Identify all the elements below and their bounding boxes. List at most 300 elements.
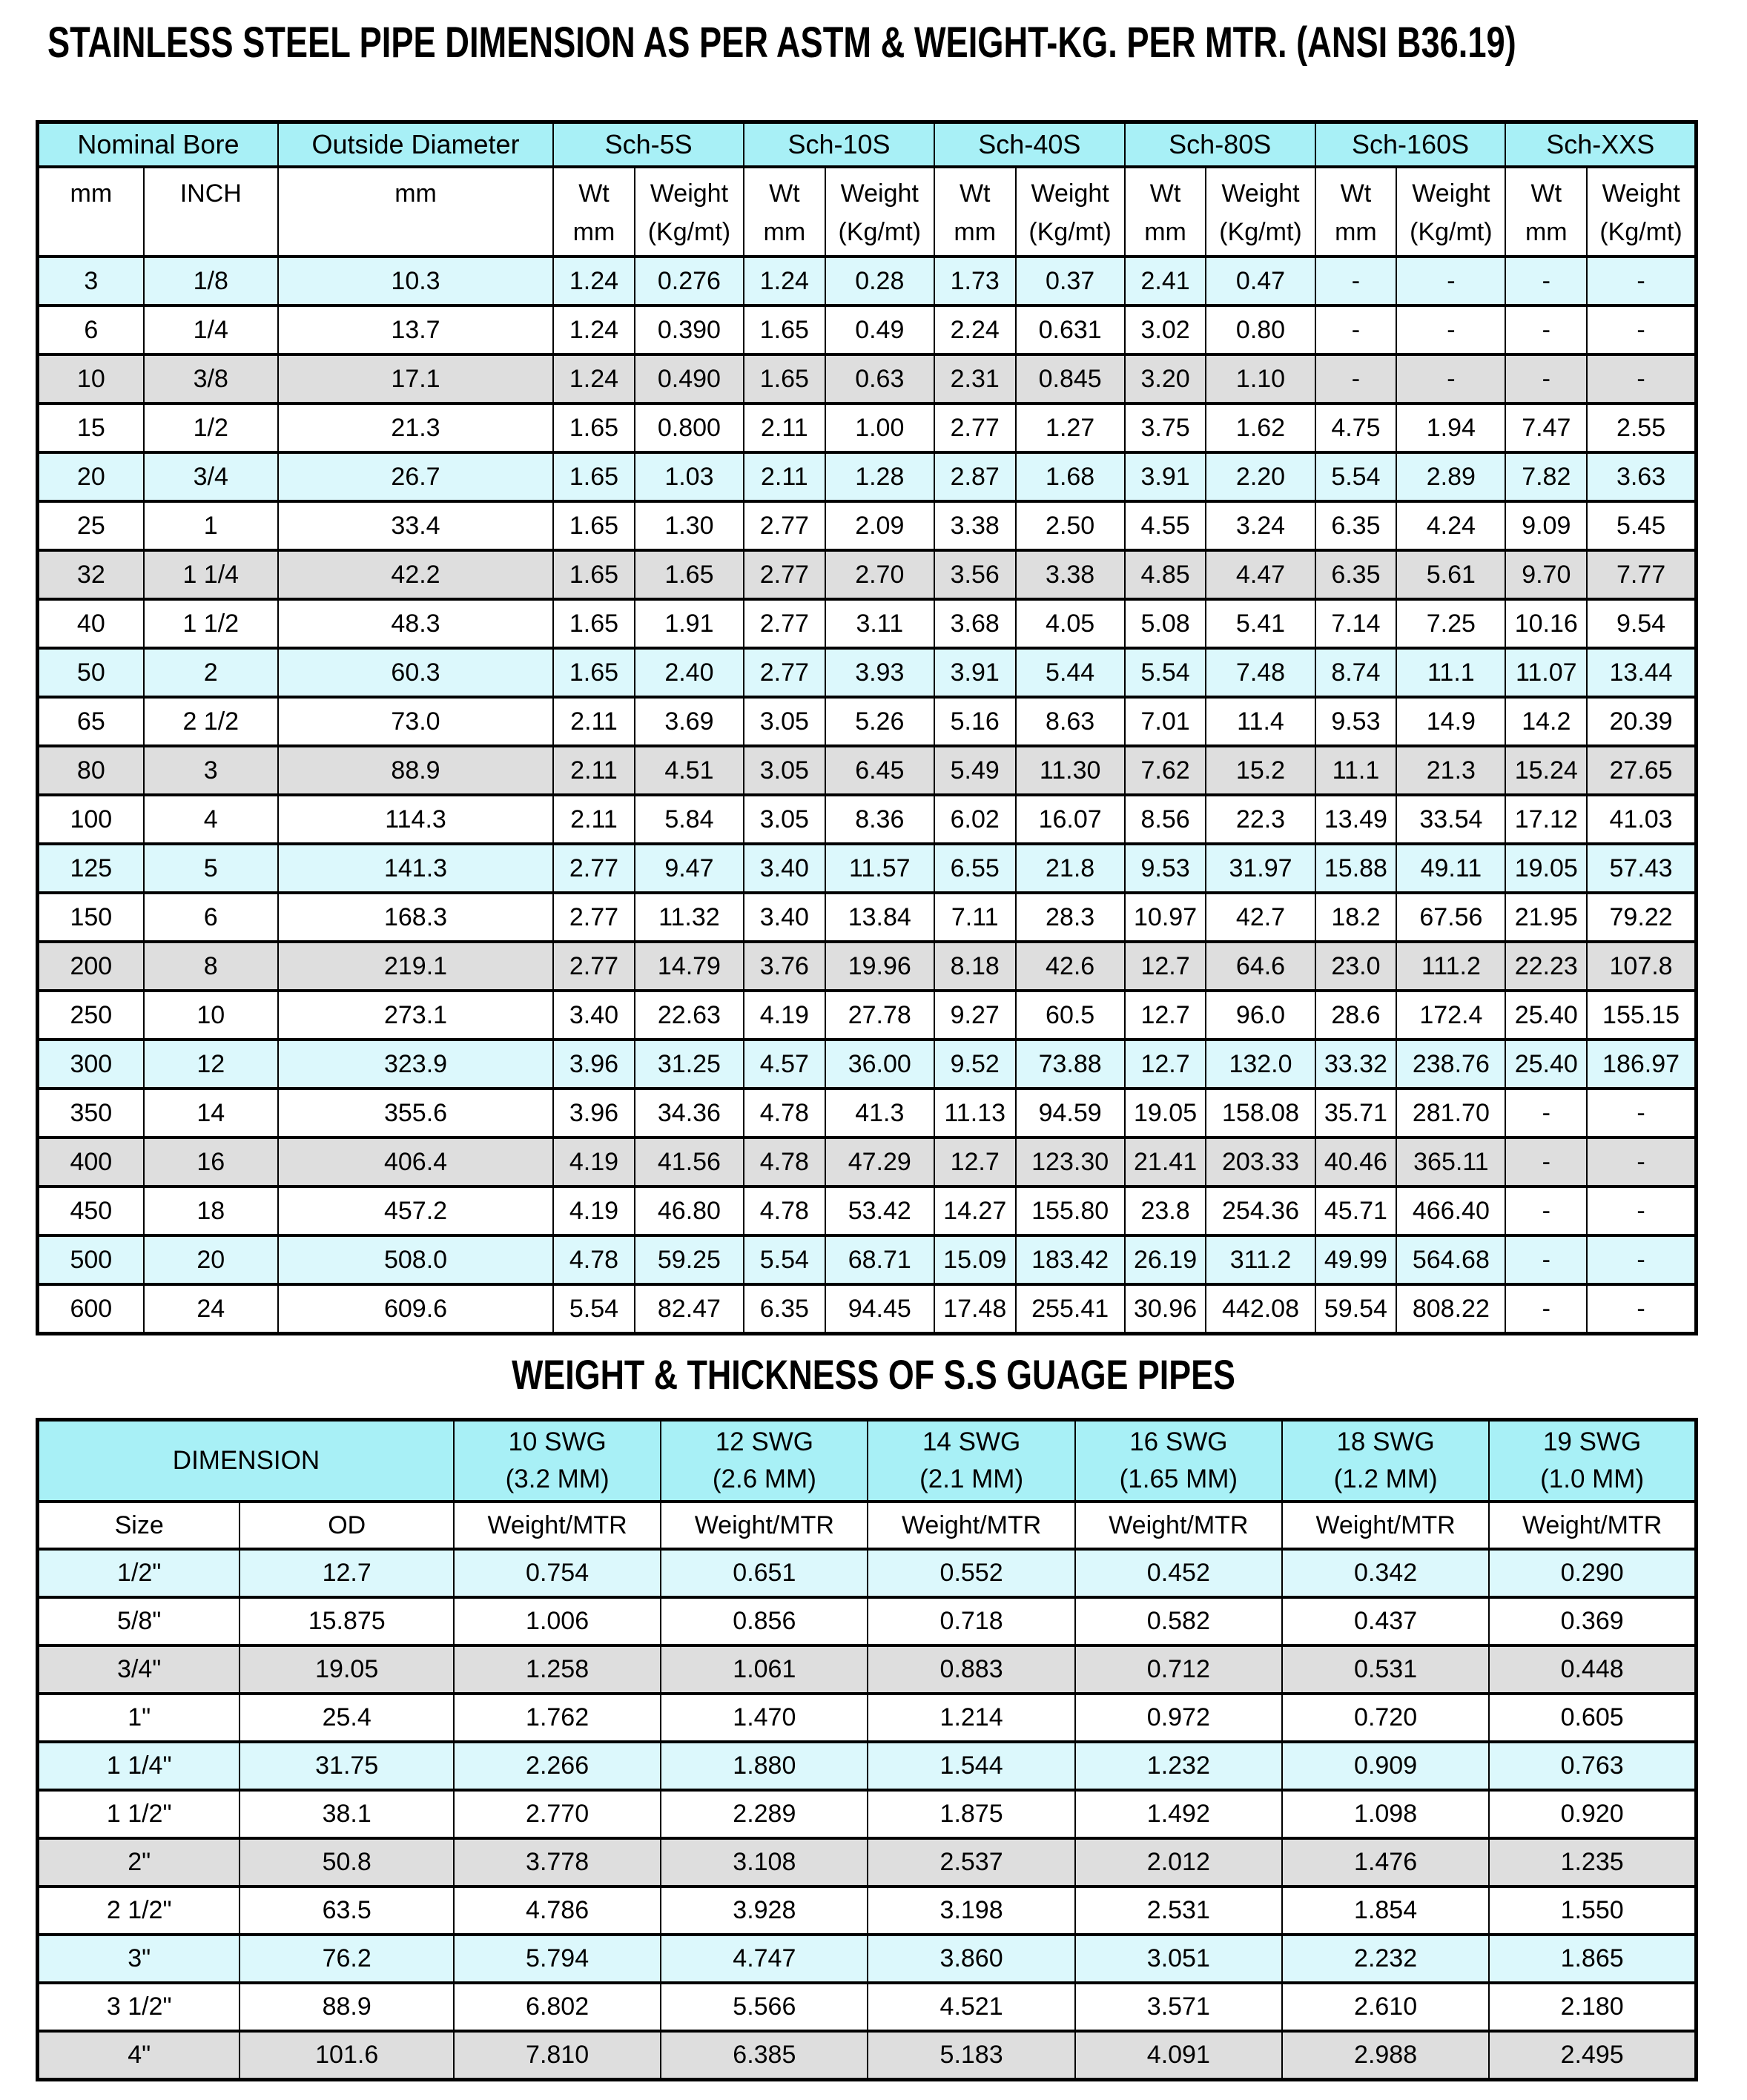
table-cell: 350	[38, 1089, 144, 1138]
table-cell: 3.76	[744, 942, 825, 991]
table-cell: 123.30	[1016, 1138, 1125, 1186]
header-sch-5s: Sch-5S	[553, 122, 744, 168]
table-cell: 26.7	[278, 452, 553, 501]
table-cell: 0.651	[661, 1549, 868, 1597]
document-page	[0, 18, 1747, 2100]
table-cell: 4.19	[553, 1138, 635, 1186]
table-cell: 1 1/2	[144, 599, 278, 648]
table-cell: 400	[38, 1138, 144, 1186]
wt-unit: mm	[1144, 218, 1186, 246]
table-cell: -	[1587, 354, 1696, 403]
table-cell: 250	[38, 991, 144, 1040]
table-cell: 96.0	[1206, 991, 1315, 1040]
table-cell: 59.54	[1315, 1284, 1397, 1334]
table-cell: 10.16	[1505, 599, 1587, 648]
table-cell: 10	[38, 354, 144, 403]
table-cell: 186.97	[1587, 1040, 1696, 1089]
table-cell: 300	[38, 1040, 144, 1089]
table-cell: 28.3	[1016, 893, 1125, 942]
weight-label: Weight	[650, 179, 729, 208]
table-cell: 50	[38, 648, 144, 697]
table-cell: 0.448	[1489, 1645, 1696, 1694]
swg-label: 18 SWG	[1336, 1427, 1435, 1456]
table-cell: 5.794	[454, 1935, 661, 1983]
table-cell: -	[1315, 354, 1397, 403]
table-cell: 13.84	[825, 893, 934, 942]
table-cell: 9.52	[934, 1040, 1016, 1089]
table-cell: 101.6	[240, 2031, 454, 2080]
wt-unit: mm	[572, 218, 615, 246]
table-cell: 1.854	[1282, 1886, 1489, 1935]
table-cell: 4.19	[744, 991, 825, 1040]
table-cell: 40.46	[1315, 1138, 1397, 1186]
table-cell: 1.27	[1016, 403, 1125, 452]
table-cell: 12.7	[240, 1549, 454, 1597]
table-cell: -	[1505, 257, 1587, 306]
subheader-weight	[635, 167, 744, 257]
table-row	[38, 1742, 1697, 1790]
table-cell: 15	[38, 403, 144, 452]
table-cell: 1.476	[1282, 1838, 1489, 1886]
table-cell: 1.65	[553, 550, 635, 599]
table-cell: 0.28	[825, 257, 934, 306]
table-cell: 1.492	[1075, 1790, 1282, 1838]
table-cell: 0.37	[1016, 257, 1125, 306]
table-cell: -	[1587, 257, 1696, 306]
table-cell: 1.061	[661, 1645, 868, 1694]
table-row	[38, 746, 1697, 795]
table-cell: 172.4	[1396, 991, 1505, 1040]
table-cell: 3.108	[661, 1838, 868, 1886]
table-cell: 2.24	[934, 306, 1016, 354]
table-cell: 203.33	[1206, 1138, 1315, 1186]
table-cell: 0.763	[1489, 1742, 1696, 1790]
header-sch-xxs: Sch-XXS	[1505, 122, 1696, 168]
table-cell: 1.24	[553, 306, 635, 354]
subheader-od: OD	[240, 1502, 454, 1549]
table-cell: 3.38	[1016, 550, 1125, 599]
table-cell: 1/8	[144, 257, 278, 306]
table-cell: 1.235	[1489, 1838, 1696, 1886]
table-cell: 0.342	[1282, 1549, 1489, 1597]
table-cell: 4.85	[1125, 550, 1206, 599]
weight-label: Weight	[1221, 179, 1300, 208]
table-cell: -	[1396, 257, 1505, 306]
header-19swg	[1489, 1420, 1696, 1502]
table-cell: 6.35	[1315, 550, 1397, 599]
table-cell: 1.94	[1396, 403, 1505, 452]
weight-unit: (Kg/mt)	[1599, 218, 1682, 246]
gauge-table-header	[38, 1420, 1697, 1550]
table-cell: 114.3	[278, 795, 553, 844]
table-cell: 0.290	[1489, 1549, 1696, 1597]
table-cell: 14.79	[635, 942, 744, 991]
table-cell: 16	[144, 1138, 278, 1186]
table-cell: -	[1505, 1235, 1587, 1284]
table-row	[38, 1645, 1697, 1694]
table-cell: 33.32	[1315, 1040, 1397, 1089]
table-cell: 1.258	[454, 1645, 661, 1694]
table-cell: 12.7	[1125, 942, 1206, 991]
table-cell: 3.40	[744, 893, 825, 942]
subheader-weight-mtr: Weight/MTR	[1489, 1502, 1696, 1549]
table-cell: 4.24	[1396, 501, 1505, 550]
table-cell: 1.24	[553, 354, 635, 403]
weight-unit: (Kg/mt)	[1410, 218, 1493, 246]
table-cell: 2.988	[1282, 2031, 1489, 2080]
table-cell: 17.1	[278, 354, 553, 403]
wt-label: Wt	[959, 179, 991, 208]
table-cell: 273.1	[278, 991, 553, 1040]
table-cell: 80	[38, 746, 144, 795]
table-cell: 6.802	[454, 1983, 661, 2031]
table-cell: 2.11	[553, 746, 635, 795]
table-cell: 63.5	[240, 1886, 454, 1935]
table-cell: 0.631	[1016, 306, 1125, 354]
table-cell: 0.845	[1016, 354, 1125, 403]
table-cell: 15.88	[1315, 844, 1397, 893]
table-cell: 2.266	[454, 1742, 661, 1790]
table-cell: 4"	[38, 2031, 240, 2080]
header-sch-160s: Sch-160S	[1315, 122, 1506, 168]
table-cell: 48.3	[278, 599, 553, 648]
table-cell: 508.0	[278, 1235, 553, 1284]
subheader-wt	[1125, 167, 1206, 257]
table-cell: 3.93	[825, 648, 934, 697]
subheader-weight-mtr: Weight/MTR	[1075, 1502, 1282, 1549]
table-row	[38, 1284, 1697, 1334]
table-cell: 82.47	[635, 1284, 744, 1334]
table-cell: 53.42	[825, 1186, 934, 1235]
table-cell: 11.1	[1315, 746, 1397, 795]
table-cell: 23.0	[1315, 942, 1397, 991]
table-cell: 3"	[38, 1935, 240, 1983]
swg-thickness: (2.6 MM)	[712, 1465, 816, 1493]
table-cell: 155.15	[1587, 991, 1696, 1040]
table-cell: 0.856	[661, 1597, 868, 1645]
table-cell: 0.49	[825, 306, 934, 354]
table-cell: 15.24	[1505, 746, 1587, 795]
table-cell: 255.41	[1016, 1284, 1125, 1334]
table-cell: 7.25	[1396, 599, 1505, 648]
subheader-wt	[1315, 167, 1397, 257]
table-cell: 0.718	[868, 1597, 1074, 1645]
table-cell: 3.75	[1125, 403, 1206, 452]
table-cell: 5.84	[635, 795, 744, 844]
table-cell: 60.3	[278, 648, 553, 697]
table-cell: 0.452	[1075, 1549, 1282, 1597]
table-cell: 9.53	[1315, 697, 1397, 746]
table-row	[38, 501, 1697, 550]
weight-unit: (Kg/mt)	[1219, 218, 1302, 246]
weight-label: Weight	[1412, 179, 1490, 208]
subheader-wt	[934, 167, 1016, 257]
subheader-od-mm: mm	[278, 167, 553, 257]
table-cell: 2.41	[1125, 257, 1206, 306]
table-cell: 12.7	[1125, 991, 1206, 1040]
table-cell: 2.40	[635, 648, 744, 697]
table-cell: -	[1505, 1186, 1587, 1235]
table-cell: 8.74	[1315, 648, 1397, 697]
table-cell: 168.3	[278, 893, 553, 942]
table-cell: 28.6	[1315, 991, 1397, 1040]
table-cell: 5/8"	[38, 1597, 240, 1645]
table-cell: 4.091	[1075, 2031, 1282, 2080]
table-cell: 20.39	[1587, 697, 1696, 746]
table-cell: 3.02	[1125, 306, 1206, 354]
table-cell: 8	[144, 942, 278, 991]
subheader-weight-mtr: Weight/MTR	[661, 1502, 868, 1549]
table-cell: 2.20	[1206, 452, 1315, 501]
table-cell: 125	[38, 844, 144, 893]
table-cell: 8.63	[1016, 697, 1125, 746]
table-cell: 1.00	[825, 403, 934, 452]
table-cell: 31.25	[635, 1040, 744, 1089]
table-cell: 12.7	[934, 1138, 1016, 1186]
table-cell: 57.43	[1587, 844, 1696, 893]
table-cell: 46.80	[635, 1186, 744, 1235]
table-cell: 2.289	[661, 1790, 868, 1838]
wt-unit: mm	[1525, 218, 1568, 246]
table-row	[38, 1597, 1697, 1645]
table-cell: 2.610	[1282, 1983, 1489, 2031]
table-cell: 2.89	[1396, 452, 1505, 501]
table-cell: 8.36	[825, 795, 934, 844]
table-cell: 35.71	[1315, 1089, 1397, 1138]
table-cell: 2.77	[934, 403, 1016, 452]
table-cell: 65	[38, 697, 144, 746]
gauge-section-title: WEIGHT & THICKNESS OF S.S GUAGE PIPES	[512, 1351, 1235, 1398]
gauge-header-group-row	[38, 1420, 1697, 1502]
table-cell: 111.2	[1396, 942, 1505, 991]
table-cell: 3.778	[454, 1838, 661, 1886]
table-cell: 2.70	[825, 550, 934, 599]
table-cell: 73.88	[1016, 1040, 1125, 1089]
subheader-wt	[744, 167, 825, 257]
weight-unit: (Kg/mt)	[1028, 218, 1112, 246]
table-cell: 17.48	[934, 1284, 1016, 1334]
table-cell: -	[1587, 1089, 1696, 1138]
table-cell: 22.3	[1206, 795, 1315, 844]
table-row	[38, 1089, 1697, 1138]
header-outside-diameter: Outside Diameter	[278, 122, 553, 168]
table-cell: 5.566	[661, 1983, 868, 2031]
table-cell: 7.11	[934, 893, 1016, 942]
table-cell: 3/8	[144, 354, 278, 403]
table-row	[38, 403, 1697, 452]
table-cell: 355.6	[278, 1089, 553, 1138]
table-cell: 1.65	[553, 648, 635, 697]
table-row	[38, 1935, 1697, 1983]
subheader-weight-mtr: Weight/MTR	[454, 1502, 661, 1549]
table-cell: 18	[144, 1186, 278, 1235]
table-cell: 10	[144, 991, 278, 1040]
table-cell: 254.36	[1206, 1186, 1315, 1235]
subheader-weight	[1396, 167, 1505, 257]
table-cell: 1.865	[1489, 1935, 1696, 1983]
table-cell: 11.07	[1505, 648, 1587, 697]
table-cell: 1.098	[1282, 1790, 1489, 1838]
table-cell: 2.770	[454, 1790, 661, 1838]
wt-label: Wt	[578, 179, 610, 208]
table-row	[38, 354, 1697, 403]
table-cell: 3.05	[744, 697, 825, 746]
subheader-weight	[1016, 167, 1125, 257]
table-cell: 200	[38, 942, 144, 991]
table-cell: 25.40	[1505, 991, 1587, 1040]
table-cell: 1.24	[553, 257, 635, 306]
table-cell: 11.4	[1206, 697, 1315, 746]
wt-label: Wt	[1530, 179, 1562, 208]
subheader-weight	[825, 167, 934, 257]
subheader-wt	[553, 167, 635, 257]
table-cell: 7.62	[1125, 746, 1206, 795]
table-cell: 5.54	[553, 1284, 635, 1334]
table-cell: 564.68	[1396, 1235, 1505, 1284]
subheader-mm: mm	[38, 167, 144, 257]
table-cell: 14.9	[1396, 697, 1505, 746]
table-cell: 6.385	[661, 2031, 868, 2080]
table-cell: 7.47	[1505, 403, 1587, 452]
table-cell: 1	[144, 501, 278, 550]
table-cell: 3.96	[553, 1040, 635, 1089]
swg-thickness: (2.1 MM)	[919, 1465, 1024, 1493]
table-cell: 7.82	[1505, 452, 1587, 501]
page-title: STAINLESS STEEL PIPE DIMENSION AS PER ASTM & WEIGHT-KG. PER MTR. (ANSI B36.19)	[47, 19, 1516, 67]
table-cell: 107.8	[1587, 942, 1696, 991]
subheader-weight	[1587, 167, 1696, 257]
table-cell: 0.63	[825, 354, 934, 403]
table-cell: 5.26	[825, 697, 934, 746]
table-cell: 1 1/2"	[38, 1790, 240, 1838]
table-cell: 2.77	[744, 501, 825, 550]
table-cell: 1.28	[825, 452, 934, 501]
table-cell: 3.198	[868, 1886, 1074, 1935]
table-cell: 132.0	[1206, 1040, 1315, 1089]
table-cell: 2.77	[744, 648, 825, 697]
table-cell: 42.6	[1016, 942, 1125, 991]
table-cell: 0.754	[454, 1549, 661, 1597]
table-row	[38, 550, 1697, 599]
table-cell: -	[1587, 1186, 1696, 1235]
table-cell: 9.27	[934, 991, 1016, 1040]
table-cell: 1.880	[661, 1742, 868, 1790]
table-cell: 5	[144, 844, 278, 893]
table-cell: 808.22	[1396, 1284, 1505, 1334]
table-cell: 1.03	[635, 452, 744, 501]
table-cell: -	[1587, 1138, 1696, 1186]
swg-label: 12 SWG	[715, 1427, 813, 1456]
table-row	[38, 1235, 1697, 1284]
table-cell: 3.69	[635, 697, 744, 746]
table-cell: 27.78	[825, 991, 934, 1040]
table-cell: 19.05	[1125, 1089, 1206, 1138]
table-cell: 25.40	[1505, 1040, 1587, 1089]
table-cell: 11.1	[1396, 648, 1505, 697]
table-cell: 150	[38, 893, 144, 942]
table-cell: 10.3	[278, 257, 553, 306]
table-cell: 311.2	[1206, 1235, 1315, 1284]
table-cell: 1.470	[661, 1694, 868, 1742]
table-cell: 7.77	[1587, 550, 1696, 599]
table-cell: 33.4	[278, 501, 553, 550]
table-cell: 21.95	[1505, 893, 1587, 942]
table-cell: 2.77	[744, 599, 825, 648]
table-cell: 450	[38, 1186, 144, 1235]
table-cell: 5.49	[934, 746, 1016, 795]
subheader-weight-mtr: Weight/MTR	[868, 1502, 1074, 1549]
table-cell: 2.77	[553, 942, 635, 991]
table-cell: 219.1	[278, 942, 553, 991]
pipe-header-group-row	[38, 122, 1697, 168]
table-cell: 25	[38, 501, 144, 550]
table-cell: 2.55	[1587, 403, 1696, 452]
table-cell: 73.0	[278, 697, 553, 746]
header-18swg	[1282, 1420, 1489, 1502]
table-cell: 3.11	[825, 599, 934, 648]
table-cell: 2.77	[744, 550, 825, 599]
table-cell: 1.550	[1489, 1886, 1696, 1935]
gauge-weight-table	[36, 1418, 1698, 2081]
table-cell: 47.29	[825, 1138, 934, 1186]
table-cell: 6.45	[825, 746, 934, 795]
table-cell: 22.23	[1505, 942, 1587, 991]
pipe-dimension-table	[36, 120, 1698, 1335]
table-cell: 4.57	[744, 1040, 825, 1089]
table-cell: 2"	[38, 1838, 240, 1886]
swg-label: 19 SWG	[1542, 1427, 1642, 1456]
table-row	[38, 1983, 1697, 2031]
table-row	[38, 2031, 1697, 2080]
subheader-weight	[1206, 167, 1315, 257]
table-cell: 60.5	[1016, 991, 1125, 1040]
table-cell: 100	[38, 795, 144, 844]
table-cell: 0.720	[1282, 1694, 1489, 1742]
table-cell: 442.08	[1206, 1284, 1315, 1334]
table-cell: 3.40	[744, 844, 825, 893]
swg-thickness: (1.2 MM)	[1333, 1465, 1438, 1493]
swg-thickness: (1.65 MM)	[1119, 1465, 1238, 1493]
table-cell: 1.65	[744, 306, 825, 354]
table-cell: 2.537	[868, 1838, 1074, 1886]
table-cell: 88.9	[240, 1983, 454, 2031]
table-cell: 94.59	[1016, 1089, 1125, 1138]
pipe-table-body	[38, 257, 1697, 1334]
wt-unit: mm	[954, 218, 997, 246]
table-cell: 4.78	[744, 1138, 825, 1186]
table-cell: 5.44	[1016, 648, 1125, 697]
table-cell: 64.6	[1206, 942, 1315, 991]
table-row	[38, 1138, 1697, 1186]
table-cell: 1 1/4	[144, 550, 278, 599]
table-cell: 24	[144, 1284, 278, 1334]
table-cell: 0.80	[1206, 306, 1315, 354]
table-cell: 0.369	[1489, 1597, 1696, 1645]
table-cell: -	[1505, 1089, 1587, 1138]
subheader-weight-mtr: Weight/MTR	[1282, 1502, 1489, 1549]
header-16swg	[1075, 1420, 1282, 1502]
table-cell: 2.531	[1075, 1886, 1282, 1935]
table-cell: 25.4	[240, 1694, 454, 1742]
table-cell: 16.07	[1016, 795, 1125, 844]
table-cell: 7.810	[454, 2031, 661, 2080]
header-sch-10s: Sch-10S	[744, 122, 934, 168]
swg-label: 14 SWG	[922, 1427, 1021, 1456]
table-cell: 19.05	[240, 1645, 454, 1694]
table-cell: 20	[144, 1235, 278, 1284]
table-cell: 19.05	[1505, 844, 1587, 893]
table-cell: 42.2	[278, 550, 553, 599]
